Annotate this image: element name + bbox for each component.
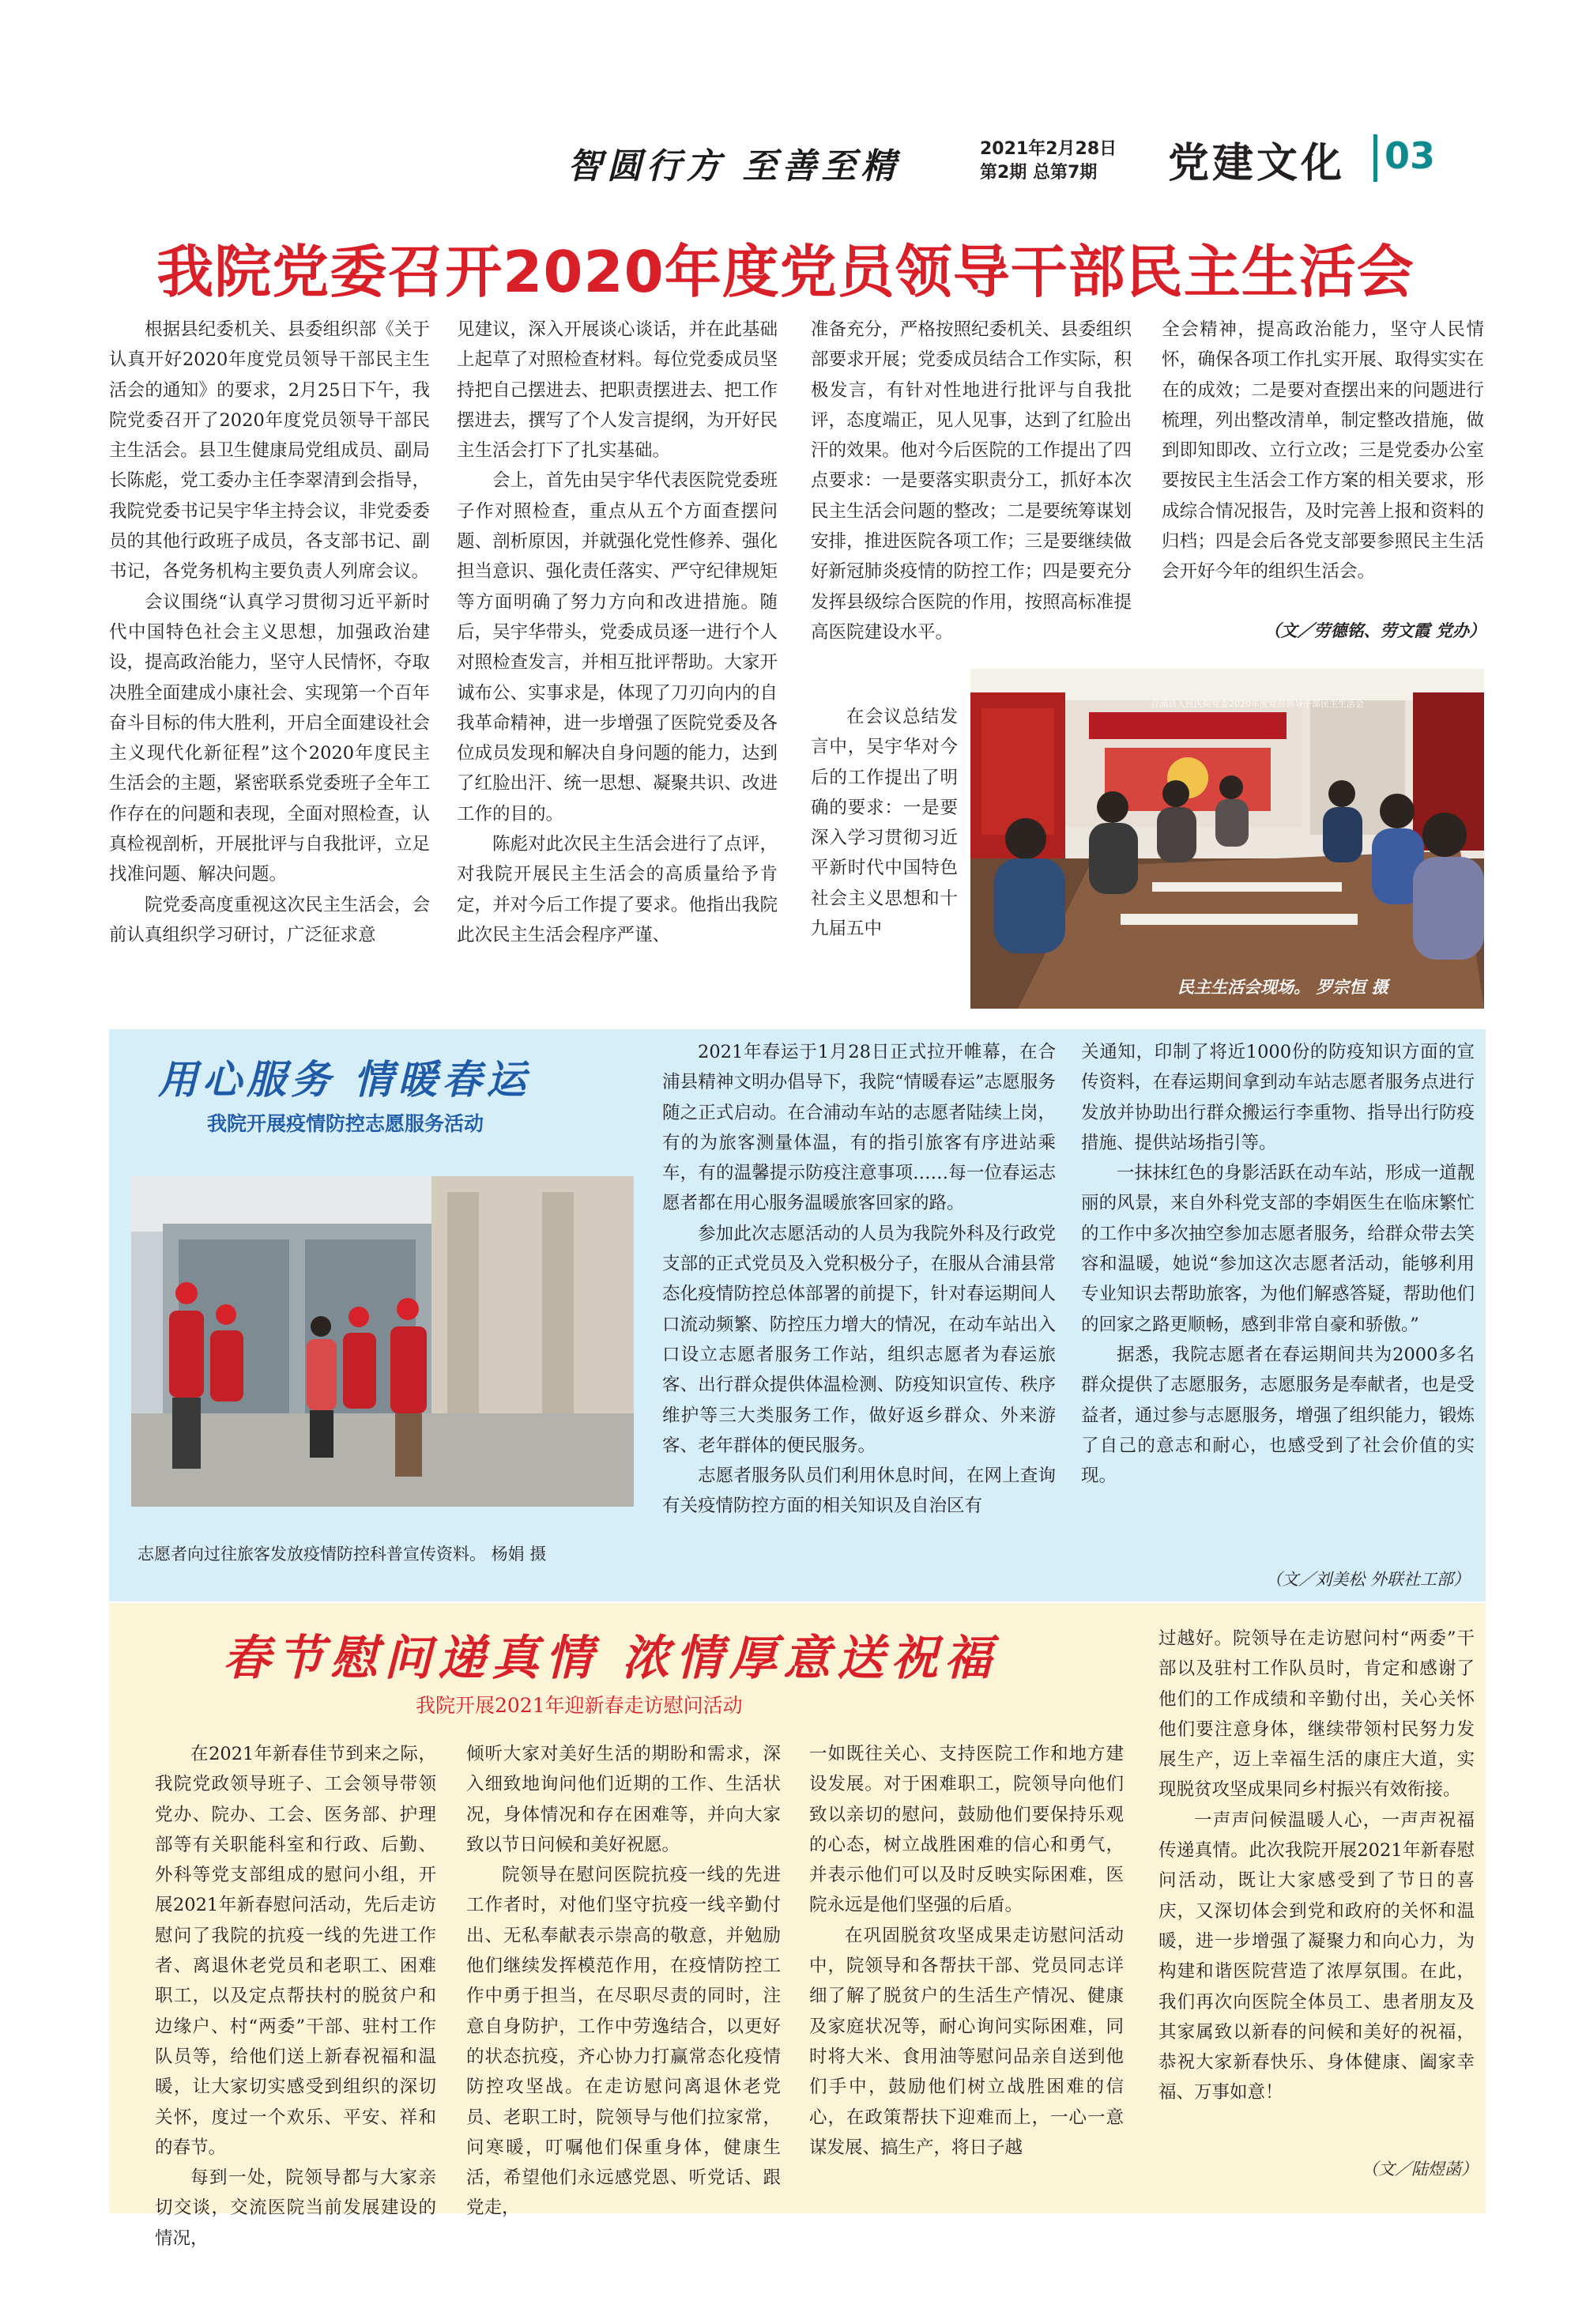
meeting-banner-text: 合浦县人民医院党委2020年度党员领导干部民主生活会 [1151,699,1364,709]
masthead-motto: 智圆行方 至善至精 [567,146,901,187]
article2-column-1 [662,1037,1056,1522]
volunteer-photo-drawing [131,1176,634,1507]
article3-title: 春节慰问递真情 浓情厚意送祝福 [223,1631,998,1686]
article1-column-2 [457,315,778,950]
article1-title: 我院党委召开2020年度党员领导干部民主生活会 [156,239,1415,305]
meeting-photo-drawing [970,669,1484,1009]
paragraph: 陈彪对此次民主生活会进行了点评，对我院开展民主生活会的高质量给予肯定，并对今后工作提了要求。他指出我院此次民主生活会程序严谨、 [457,834,778,945]
paragraph: 全会精神，提高政治能力，坚守人民情怀，确保各项工作扎实开展、取得实实在在的成效；二是要对查摆出来的问题进行梳理，列出整改清单，制定整改措施，做到即知即改、立行立改；三是党委办公室要按民主生活会工作方案的相关要求，形成综合情况报告，及时完善上报和资料的归档；四是会后各党支部要参照民主生活会开好今年的组织生活会。 [1162,319,1484,583]
article1-byline: （文／劳德铭、劳文霞 党办） [1264,621,1486,640]
article3-subtitle: 我院开展2021年迎新春走访慰问活动 [416,1694,743,1717]
article3-byline: （文／陆煜菡） [1362,2160,1478,2179]
paragraph: 参加此次志愿活动的人员为我院外科及行政党支部的正式党员及入党积极分子，在服从合浦县常态化疫情防控总体部署的前提下，针对春运期间人口流动频繁、防控压力增大的情况，在动车站出入口设立志愿者服务工作站，组织志愿者为春运旅客、出行群众提供体温检测、防疫知识宣传、秩序维护等三大类服务工作，做好返乡群众、外来游客、老年群体的便民服务。 [662,1223,1056,1456]
paragraph: 准备充分，严格按照纪委机关、县委组织部要求开展；党委成员结合工作实际，积极发言，有针对性地进行批评与自我批评，态度端正，见人见事，达到了红脸出汗的效果。他对今后医院的工作提出了四点要求：一是要落实职责分工，抓好本次民主生活会问题的整改；二是要统筹谋划安排，推进医院各项工作；三是要继续做好新冠肺炎疫情的防控工作；四是要充分发挥县级综合医院的作用，按照高标准提高医院建设水平。 [811,319,1132,643]
paragraph: 倾听大家对美好生活的期盼和需求，深入细致地询问他们近期的工作、生活状况，身体情况和存在困难等，并向大家致以节日问候和美好祝愿。 [466,1744,781,1855]
paragraph: 会议围绕“认真学习贯彻习近平新时代中国特色社会主义思想，加强政治建设，提高政治能力，坚守人民情怀，夺取决胜全面建成小康社会、实现第一个百年奋斗目标的伟大胜利，开启全面建设社会主义现代化新征程”这个2020年度民主生活会的主题，紧密联系党委班子全年工作存在的问题和表现，全面对照检查，认真检视剖析，开展批评与自我批评，立足找准问题、解决问题。 [109,591,430,885]
article1-column-4 [1162,315,1484,587]
article3-column-3 [809,1739,1124,2163]
article2-title: 用心服务 情暖春运 [158,1056,531,1103]
paragraph: 见建议，深入开展谈心谈话，并在此基础上起草了对照检查材料。每位党委成员坚持把自己摆进去、把职责摆进去、把工作摆进去，撰写了个人发言提纲，为开好民主生活会打下了扎实基础。 [457,319,778,462]
article3-column-1 [155,1739,436,2254]
paragraph: 在会议总结发言中，吴宇华对今后的工作提出了明确的要求：一是要深入学习贯彻习近平新时代中国特色社会主义思想和十九届五中 [811,707,958,940]
paragraph: 一如既往关心、支持医院工作和地方建设发展。对于困难职工，院领导向他们致以亲切的慰问，鼓励他们要保持乐观的心态，树立战胜困难的信心和勇气，并表示他们可以及时反映实际困难，医院永远是他们坚强的后盾。 [809,1744,1124,1916]
masthead-date: 2021年2月28日 [980,139,1117,159]
section-divider [1373,134,1377,182]
paragraph: 会上，首先由吴宇华代表医院党委班子作对照检查，重点从五个方面查摆问题、剖析原因，并就强化党性修养、强化担当意识、强化责任落实、严守纪律规矩等方面明确了努力方向和改进措施。随后，吴宇华带头，党委成员逐一进行个人对照检查发言，并相互批评帮助。大家开诚布公、实事求是，体现了刀刃向内的自我革命精神，进一步增强了医院党委及各位成员发现和解决自身问题的能力，达到了红脸出汗、统一思想、凝聚共识、改进工作的目的。 [457,470,778,824]
paragraph: 关通知，印制了将近1000份的防疫知识方面的宣传资料，在春运期间拿到动车站志愿者服务点进行发放并协助出行群众搬运行李重物、指导出行防疫措施、提供站场指引等。 [1081,1042,1475,1153]
paragraph: 在巩固脱贫攻坚成果走访慰问活动中，院领导和各帮扶干部、党员同志详细了解了脱贫户的生活生产情况、健康及家庭状况等，耐心询问实际困难，同时将大米、食用油等慰问品亲自送到他们手中，鼓励他们树立战胜困难的信心，在政策帮扶下迎难而上，一心一意谋发展、搞生产，将日子越 [809,1925,1124,2158]
article2-subtitle: 我院开展疫情防控志愿服务活动 [207,1112,484,1135]
paragraph: 一抹抹红色的身影活跃在动车站，形成一道靓丽的风景，来自外科党支部的李娟医生在临床繁忙的工作中多次抽空参加志愿者服务，给群众带去笑容和温暖，她说“参加这次志愿者活动，能够利用专业知识去帮助旅客，为他们解惑答疑，帮助他们的回家之路更顺畅，感到非常自豪和骄傲。” [1081,1163,1475,1335]
paragraph: 根据县纪委机关、县委组织部《关于认真开好2020年度党员领导干部民主生活会的通知》的要求，2月25日下午，我院党委召开了2020年度党员领导干部民主生活会。县卫生健康局党组成员、副局长陈彪，党工委办主任李翠清到会指导，我院党委书记吴宇华主持会议，非党委委员的其他行政班子成员，各支部书记、副书记，各党务机构主要负责人列席会议。 [109,319,430,583]
paragraph: 据悉，我院志愿者在春运期间共为2000多名群众提供了志愿服务，志愿服务是奉献者，也是受益者，通过参与志愿服务，增强了组织能力，锻炼了自己的意志和耐心，也感受到了社会价值的实现。 [1081,1344,1475,1487]
page-number: 03 [1385,134,1436,177]
masthead-issue-number: 第2期 总第7期 [980,163,1098,183]
paragraph: 过越好。院领导在走访慰问村“两委”干部以及驻村工作队员时，肯定和感谢了他们的工作成绩和辛勤付出，关心关怀他们要注意身体，继续带领村民努力发展生产，迈上幸福生活的康庄大道，实现脱贫攻坚成果同乡村振兴有效衔接。 [1158,1628,1475,1801]
masthead-issue-info [980,138,1117,185]
article3-column-2 [466,1739,781,2224]
article2-byline: （文／刘美松 外联社工部） [1265,1570,1470,1589]
volunteer-photo-caption: 志愿者向过往旅客发放疫情防控科普宣传资料。 杨娟 摄 [138,1545,547,1564]
article1-column-3-narrow [811,702,958,944]
paragraph: 在2021年新春佳节到来之际，我院党政领导班子、工会领导带领党办、院办、工会、医务部、护理部等有关职能科室和行政、后勤、外科等党支部组成的慰问小组，开展2021年新春慰问活动，先后走访慰问了我院的抗疫一线的先进工作者、离退休老党员和老职工、困难职工，以及定点帮扶村的脱贫户和边缘户、村“两委”干部、驻村工作队员等，给他们送上新春祝福和温暖，让大家切实感受到组织的深切关怀，度过一个欢乐、平安、祥和的春节。 [155,1744,436,2158]
paragraph: 一声声问候温暖人心，一声声祝福传递真情。此次我院开展2021年新春慰问活动，既让大家感受到了节日的喜庆，又深切体会到党和政府的关怀和温暖，进一步增强了凝聚力和向心力，为构建和谐医院营造了浓厚氛围。在此，我们再次向医院全体员工、患者朋友及其家属致以新春的问候和美好的祝福，恭祝大家新春快乐、身体健康、阖家幸福、万事如意！ [1158,1809,1475,2103]
volunteer-photo [131,1176,634,1507]
article2-column-2 [1081,1037,1475,1491]
paragraph: 院领导在慰问医院抗疫一线的先进工作者时，对他们坚守抗疫一线辛勤付出、无私奉献表示崇高的敬意，并勉励他们继续发挥模范作用，在疫情防控工作中勇于担当，在尽职尽责的同时，注意自身防护，工作中劳逸结合，以更好的状态抗疫，齐心协力打赢常态化疫情防控攻坚战。在走访慰问离退休老党员、老职工时，院领导与他们拉家常，问寒暖，叮嘱他们保重身体，健康生活，希望他们永远感党恩、听党话、跟党走， [466,1865,781,2219]
article1-column-3 [811,315,1132,647]
paragraph: 每到一处，院领导都与大家亲切交谈，交流医院当前发展建设的情况， [155,2167,436,2249]
section-title: 党建文化 [1168,139,1346,187]
paragraph: 院党委高度重视这次民主生活会，会前认真组织学习研讨，广泛征求意 [109,894,430,945]
meeting-photo-caption: 民主生活会现场。 罗宗恒 摄 [1177,977,1388,997]
paragraph: 2021年春运于1月28日正式拉开帷幕，在合浦县精神文明办倡导下，我院“情暖春运”志愿服务随之正式启动。在合浦动车站的志愿者陆续上岗，有的为旅客测量体温，有的指引旅客有序进站乘车，有的温馨提示防疫注意事项……每一位春运志愿者都在用心服务温暖旅客回家的路。 [662,1042,1056,1214]
article3-column-4 [1158,1624,1475,2108]
article1-column-1 [109,315,430,950]
paragraph: 志愿者服务队员们利用休息时间，在网上查询有关疫情防控方面的相关知识及自治区有 [662,1466,1056,1517]
meeting-photo [970,669,1484,1009]
